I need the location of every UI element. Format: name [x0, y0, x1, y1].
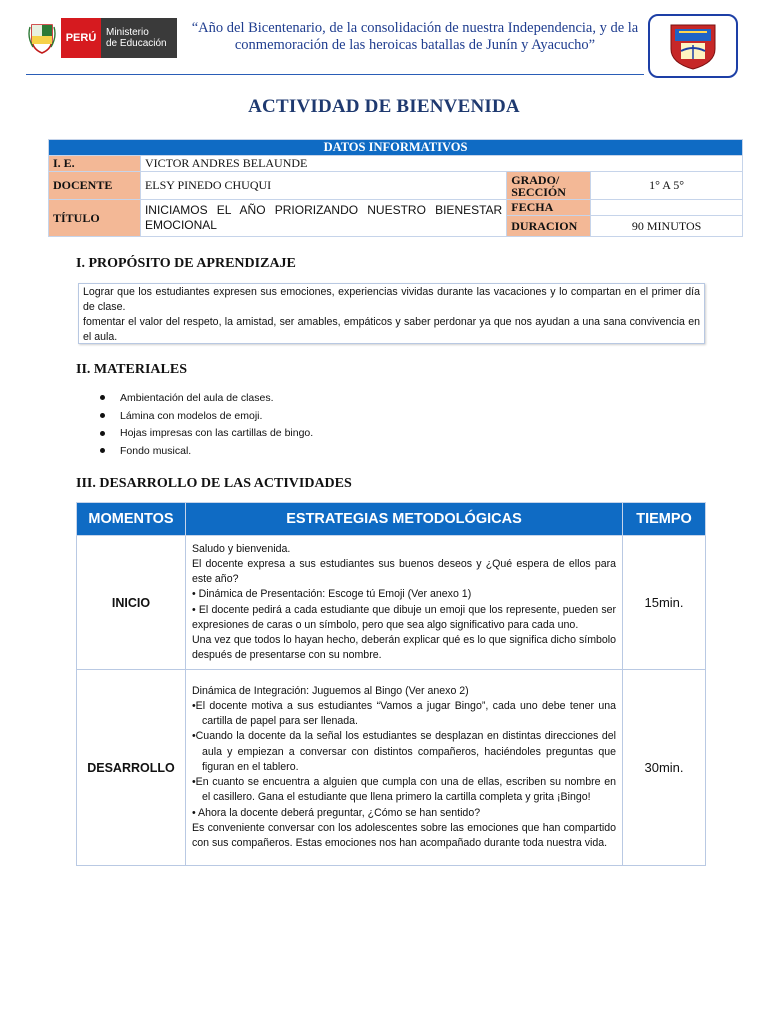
time-inicio: 15min. — [623, 536, 706, 670]
column-header-estrategias: ESTRATEGIAS METODOLÓGICAS — [185, 503, 622, 536]
strategy-line: • Ahora la docente deberá preguntar, ¿Cómo se han sentido? — [191, 806, 481, 819]
school-crest-icon — [648, 14, 738, 78]
ministry-logo — [23, 18, 177, 58]
column-header-momentos: MOMENTOS — [77, 503, 186, 536]
bullet-icon — [100, 413, 105, 418]
development-heading: III. DESARROLLO DE LAS ACTIVIDADES — [76, 476, 352, 491]
strategy-line: •En cuanto se encuentra a alguien que cumpla con una de ellas, escriben su nombre en el casillero. Gana el estudiante que llena primero la cartilla completa y grita ¡Bingo! — [191, 776, 617, 804]
peru-coat-of-arms-icon — [23, 18, 61, 58]
ie-value: VICTOR ANDRES BELAUNDE — [140, 156, 742, 172]
grado-label-line1: GRADO/ — [511, 172, 560, 187]
docente-label: DOCENTE — [49, 172, 141, 200]
material-item: Fondo musical. — [120, 444, 192, 457]
strategy-desarrollo — [185, 670, 622, 866]
fecha-label: FECHA — [507, 200, 591, 216]
ministry-name — [101, 18, 177, 58]
material-item: Hojas impresas con las cartillas de bingo. — [120, 427, 314, 440]
bullet-icon — [100, 448, 105, 453]
time-desarrollo: 30min. — [623, 670, 706, 866]
purpose-box — [78, 283, 705, 344]
list-item — [100, 389, 313, 407]
duracion-label: DURACION — [507, 216, 591, 237]
info-table-header — [49, 140, 743, 156]
purpose-heading: I. PROPÓSITO DE APRENDIZAJE — [76, 256, 296, 271]
document-header — [0, 0, 768, 82]
ministry-name-line2: de Educación — [106, 38, 167, 49]
strategy-line: • Dinámica de Presentación: Escoge tú Emoji (Ver anexo 1) — [191, 588, 472, 601]
info-table — [48, 139, 743, 237]
bullet-icon — [100, 431, 105, 436]
motto-line1: “Año del Bicentenario, de la consolidación de nuestra Independencia, y de la — [191, 20, 639, 36]
activities-table — [76, 502, 706, 866]
grado-label-line2: SECCIÓN — [511, 184, 566, 199]
titulo-value: INICIAMOS EL AÑO PRIORIZANDO NUESTRO BIENESTAR EMOCIONAL — [140, 200, 506, 237]
strategy-line: Dinámica de Integración: Juguemos al Bingo (Ver anexo 2) — [191, 684, 469, 697]
peru-label: PERÚ — [61, 18, 101, 58]
materials-heading: II. MATERIALES — [76, 362, 187, 377]
duracion-value: 90 MINUTOS — [591, 216, 743, 237]
purpose-paragraph-1: Lograr que los estudiantes expresen sus emociones, experiencias vividas durante las vacaciones y lo compartan en el primer día de clase. — [83, 286, 700, 313]
material-item: Ambientación del aula de clases. — [120, 391, 274, 404]
strategy-line: Es conveniente conversar con los adolescentes sobre las emociones que han compartido con sus compañeros. Estas emociones nos han acompañado durante toda nuestra vida. — [191, 821, 617, 849]
table-row — [49, 156, 743, 172]
docente-value: ELSY PINEDO CHUQUI — [140, 172, 506, 200]
strategy-inicio — [185, 536, 622, 670]
ministry-name-line1: Ministerio — [106, 27, 149, 38]
column-header-tiempo: TIEMPO — [623, 503, 706, 536]
moment-inicio: INICIO — [77, 536, 186, 670]
grado-value: 1° A 5° — [591, 172, 743, 200]
ie-label: I. E. — [49, 156, 141, 172]
page-title: ACTIVIDAD DE BIENVENIDA — [248, 96, 520, 117]
bullet-icon — [100, 395, 105, 400]
materials-list — [100, 389, 313, 460]
moment-desarrollo: DESARROLLO — [77, 670, 186, 866]
fecha-value — [591, 200, 743, 216]
table-row — [49, 172, 743, 200]
list-item — [100, 442, 313, 460]
strategy-line: Una vez que todos lo hayan hecho, deberán explicar qué es lo que significa dicho símbolo después de presentarse con su nombre. — [191, 633, 617, 662]
motto-line2: conmemoración de las heroicas batallas de Junín y Ayacucho” — [234, 37, 596, 53]
table-row — [77, 670, 706, 866]
strategy-line: • El docente pedirá a cada estudiante que dibuje un emoji que los represente, pueden ser expresiones de caras o un símbolo, pero que sea algo significativo para cada uno. — [191, 603, 617, 631]
table-row — [77, 536, 706, 670]
purpose-paragraph-2: fomentar el valor del respeto, la amistad, ser amables, empáticos y saber perdonar ya que nos ayudan a una sana convivencia en el aula. — [83, 316, 700, 343]
grado-label — [507, 172, 591, 200]
table-row — [49, 200, 743, 216]
strategy-line: El docente expresa a sus estudiantes sus buenos deseos y ¿Qué espera de ellos para este año? — [191, 557, 617, 586]
material-item: Lámina con modelos de emoji. — [120, 409, 263, 422]
strategy-line: •Cuando la docente da la señal los estudiantes se desplazan en distintas direcciones del aula y empiezan a conversar con distintos compañeros, haciéndoles preguntas que figuran en el tablero. — [191, 730, 617, 773]
list-item — [100, 407, 313, 425]
year-motto — [190, 20, 640, 54]
activities-header-row — [77, 503, 706, 536]
info-heading: DATOS INFORMATIVOS — [49, 140, 743, 156]
list-item — [100, 424, 313, 442]
strategy-line: •El docente motiva a sus estudiantes “Vamos a jugar Bingo”, cada uno debe tener una cartilla de papel para ser llenada. — [191, 700, 617, 728]
titulo-label: TÍTULO — [49, 200, 141, 237]
strategy-line: Saludo y bienvenida. — [191, 542, 291, 555]
header-divider — [26, 74, 644, 75]
